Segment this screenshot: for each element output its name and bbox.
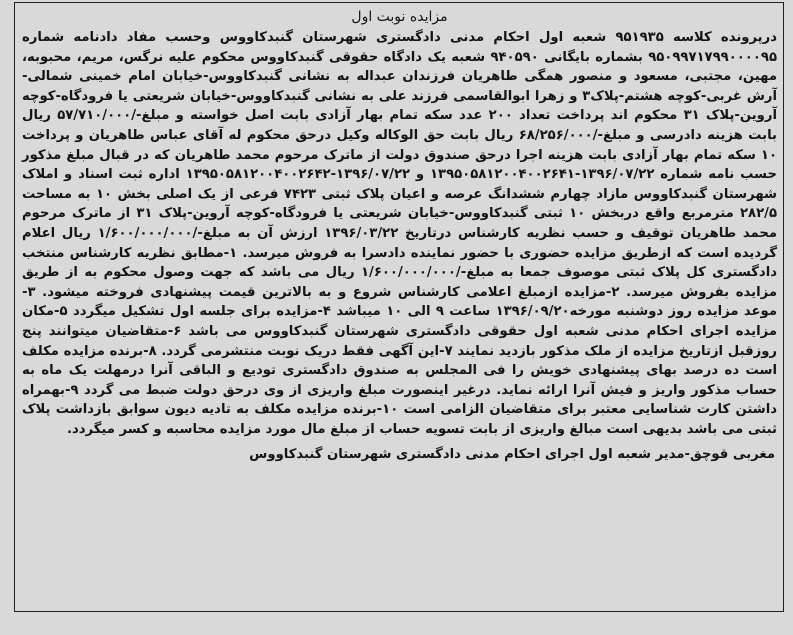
notice-title: مزایده نوبت اول [351,9,448,25]
notice-body: درپرونده کلاسه ۹۵۱۹۳۵ شعبه اول احکام مدنی دادگستری شهرستان گنبدکاووس وحسب مفاد دادنامه شماره ۹۵۰۹۹۷۱۷۹۹۰۰۰۰۹۵ بشماره بایگانی ۹۴۰۵۹۰ شعبه یک دادگاه حقوقی گنبدکاووس محکوم علیه نرگس، مریم، محبوبه، مهین، مجتبی، مسعود و منصور همگی طاهریان فرزندان عبداله به نشانی گنبدکاووس-خیابان امام خمینی شمالی-آرش غربی-کوچه هشتم-پلاک۳ و زهرا ابوالقاسمی فرزند علی به نشانی گنبدکاووس-خیابان شریعتی یا فرودگاه-کوچه آروین-پلاک ۳۱ محکوم اند پرداخت تعداد ۲۰۰ عدد سکه تمام بهار آزادی بابت اصل خواسته و مبلغ-/۵۷/۷۱۰/۰۰۰ ریال بابت هزینه دادرسی و مبلغ-/۶۸/۲۵۶/۰۰۰ ریال بابت حق الوکاله وکیل درحق محکوم له آقای عباس طاهریان و پرداخت ۱۰ سکه تمام بهار آزادی بابت هزینه اجرا درحق صندوق دولت از ماترک مرحوم محمد طاهریان که در قبال مبلغ مذکور حسب نامه شماره ۱۳۹۶/۰۷/۲۲-۱۳۹۵۰۵۸۱۲۰۰۴۰۰۲۶۴۱ و ۱۳۹۶/۰۷/۲۲-۱۳۹۵۰۵۸۱۲۰۰۴۰۰۲۶۴۲ اداره ثبت اسناد و املاک شهرستان گنبدکاووس مازاد چهارم ششدانگ عرصه و اعیان پلاک ثبتی ۷۴۲۳ فرعی از یک اصلی بخش ۱۰ به مساحت ۲۸۲/۵ مترمربع واقع دربخش ۱۰ ثبتی گنبدکاووس-خیابان شریعتی یا فرودگاه-کوچه آروین-پلاک ۳۱ از ماترک مرحوم محمد طاهریان توقیف و حسب نظریه کارشناس درتاریخ ۱۳۹۶/۰۳/۲۲ ارزش آن به مبلغ-/۱/۶۰۰/۰۰۰/۰۰۰ ریال اعلام گردیده است که ازطریق مزایده حضوری با حضور نماینده دادسرا به فروش میرسد. ۱-مطابق نظریه کارشناس منتخب دادگستری کل پلاک ثبتی موصوف جمعا به مبلغ-/۱/۶۰۰/۰۰۰/۰۰۰ ریال می باشد که جهت وصول محکوم به از طریق مزایده بفروش میرسد. ۲-مزایده ازمبلغ اعلامی کارشناس شروع و به بالاترین قیمت پیشنهادی فروخته میشود. ۳-موعد مزایده روز دوشنبه مورخه۱۳۹۶/۰۹/۲۰ ساعت ۹ الی ۱۰ میباشد ۴-مزایده برای جلسه اول تشکیل میگردد ۵-مکان مزایده اجرای احکام مدنی شعبه اول حقوقی دادگستری شهرستان گنبدکاووس می باشد ۶-متقاضیان میتوانند پنج روزقبل ازتاریخ مزایده از ملک مذکور بازدید نمایند ۷-این آگهی فقط دریک نوبت منتشرمی گردد. ۸-برنده مزایده مکلف است ده درصد بهای پیشنهادی خویش را فی المجلس به صندوق دادگستری تودیع و الباقی آنرا درمهلت یک ماه به حساب مذکور واریز و فیش آنرا ارائه نماید. درغیر اینصورت مبلغ واریزی از وی درحق دولت ضبط می گردد ۹-بهمراه داشتن کارت شناسایی معتبر برای متقاضیان الزامی است ۱۰-برنده مزایده مکلف به تادیه دیون سوابق بازداشت پلاک ثبتی می باشد بدیهی است مبالغ واریزی از بابت تسویه حساب از مبلغ مال مورد مزایده محاسبه و کسر میگردد. [22,30,778,437]
notice-signature: مغربی قوچق-مدیر شعبه اول اجرای احکام مدنی دادگستری شهرستان گنبدکاووس [249,447,775,463]
auction-notice [22,6,777,465]
